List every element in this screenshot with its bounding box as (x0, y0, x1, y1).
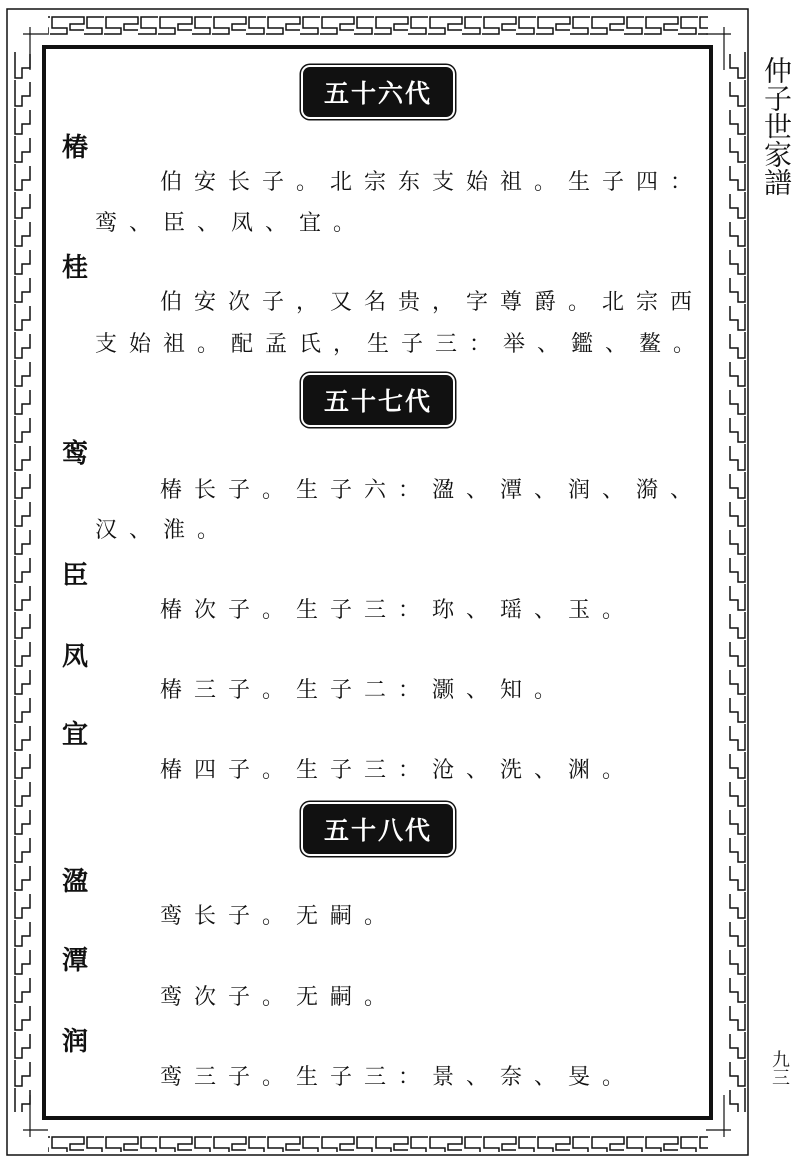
entry-name: 桂 (62, 253, 89, 283)
entry-name: 宜 (62, 720, 89, 750)
entry-name: 臣 (62, 561, 89, 591)
generation-heading: 五十六代 (303, 67, 453, 117)
page-number: 九三 (769, 1050, 790, 1086)
entry-name: 溋 (62, 867, 89, 897)
book-title: 仲子世家譜 (760, 56, 793, 196)
entry-text: 椿次子。生子三：珎、瑶、玉。 (160, 598, 637, 623)
entry-name: 潭 (62, 946, 89, 976)
entry-text: 鸾次子。无嗣。 (160, 985, 399, 1010)
entry-text: 汉、淮。 (95, 518, 232, 543)
entry-text: 椿四子。生子三：沧、洗、渊。 (160, 758, 637, 783)
entry-text: 鸾三子。生子三：景、奈、旻。 (160, 1065, 637, 1090)
entry-name: 鸾 (62, 439, 89, 469)
generation-heading: 五十八代 (303, 804, 453, 854)
entry-text: 椿长子。生子六：溋、潭、润、漪、 (160, 478, 705, 503)
entry-text: 伯安长子。北宗东支始祖。生子四： (160, 170, 705, 195)
entry-text: 鸾、臣、凤、宜。 (95, 211, 368, 236)
entry-text: 椿三子。生子二：灏、知。 (160, 678, 569, 703)
entry-name: 凤 (62, 642, 89, 672)
entry-text: 鸾长子。无嗣。 (160, 904, 399, 929)
entry-name: 润 (62, 1027, 89, 1057)
entry-text: 伯安次子，又名贵，字尊爵。北宗西 (160, 290, 705, 315)
entry-name: 椿 (62, 133, 89, 163)
generation-heading: 五十七代 (303, 375, 453, 425)
entry-text: 支始祖。配孟氏，生子三：举、鑑、鳌。 (95, 332, 708, 357)
